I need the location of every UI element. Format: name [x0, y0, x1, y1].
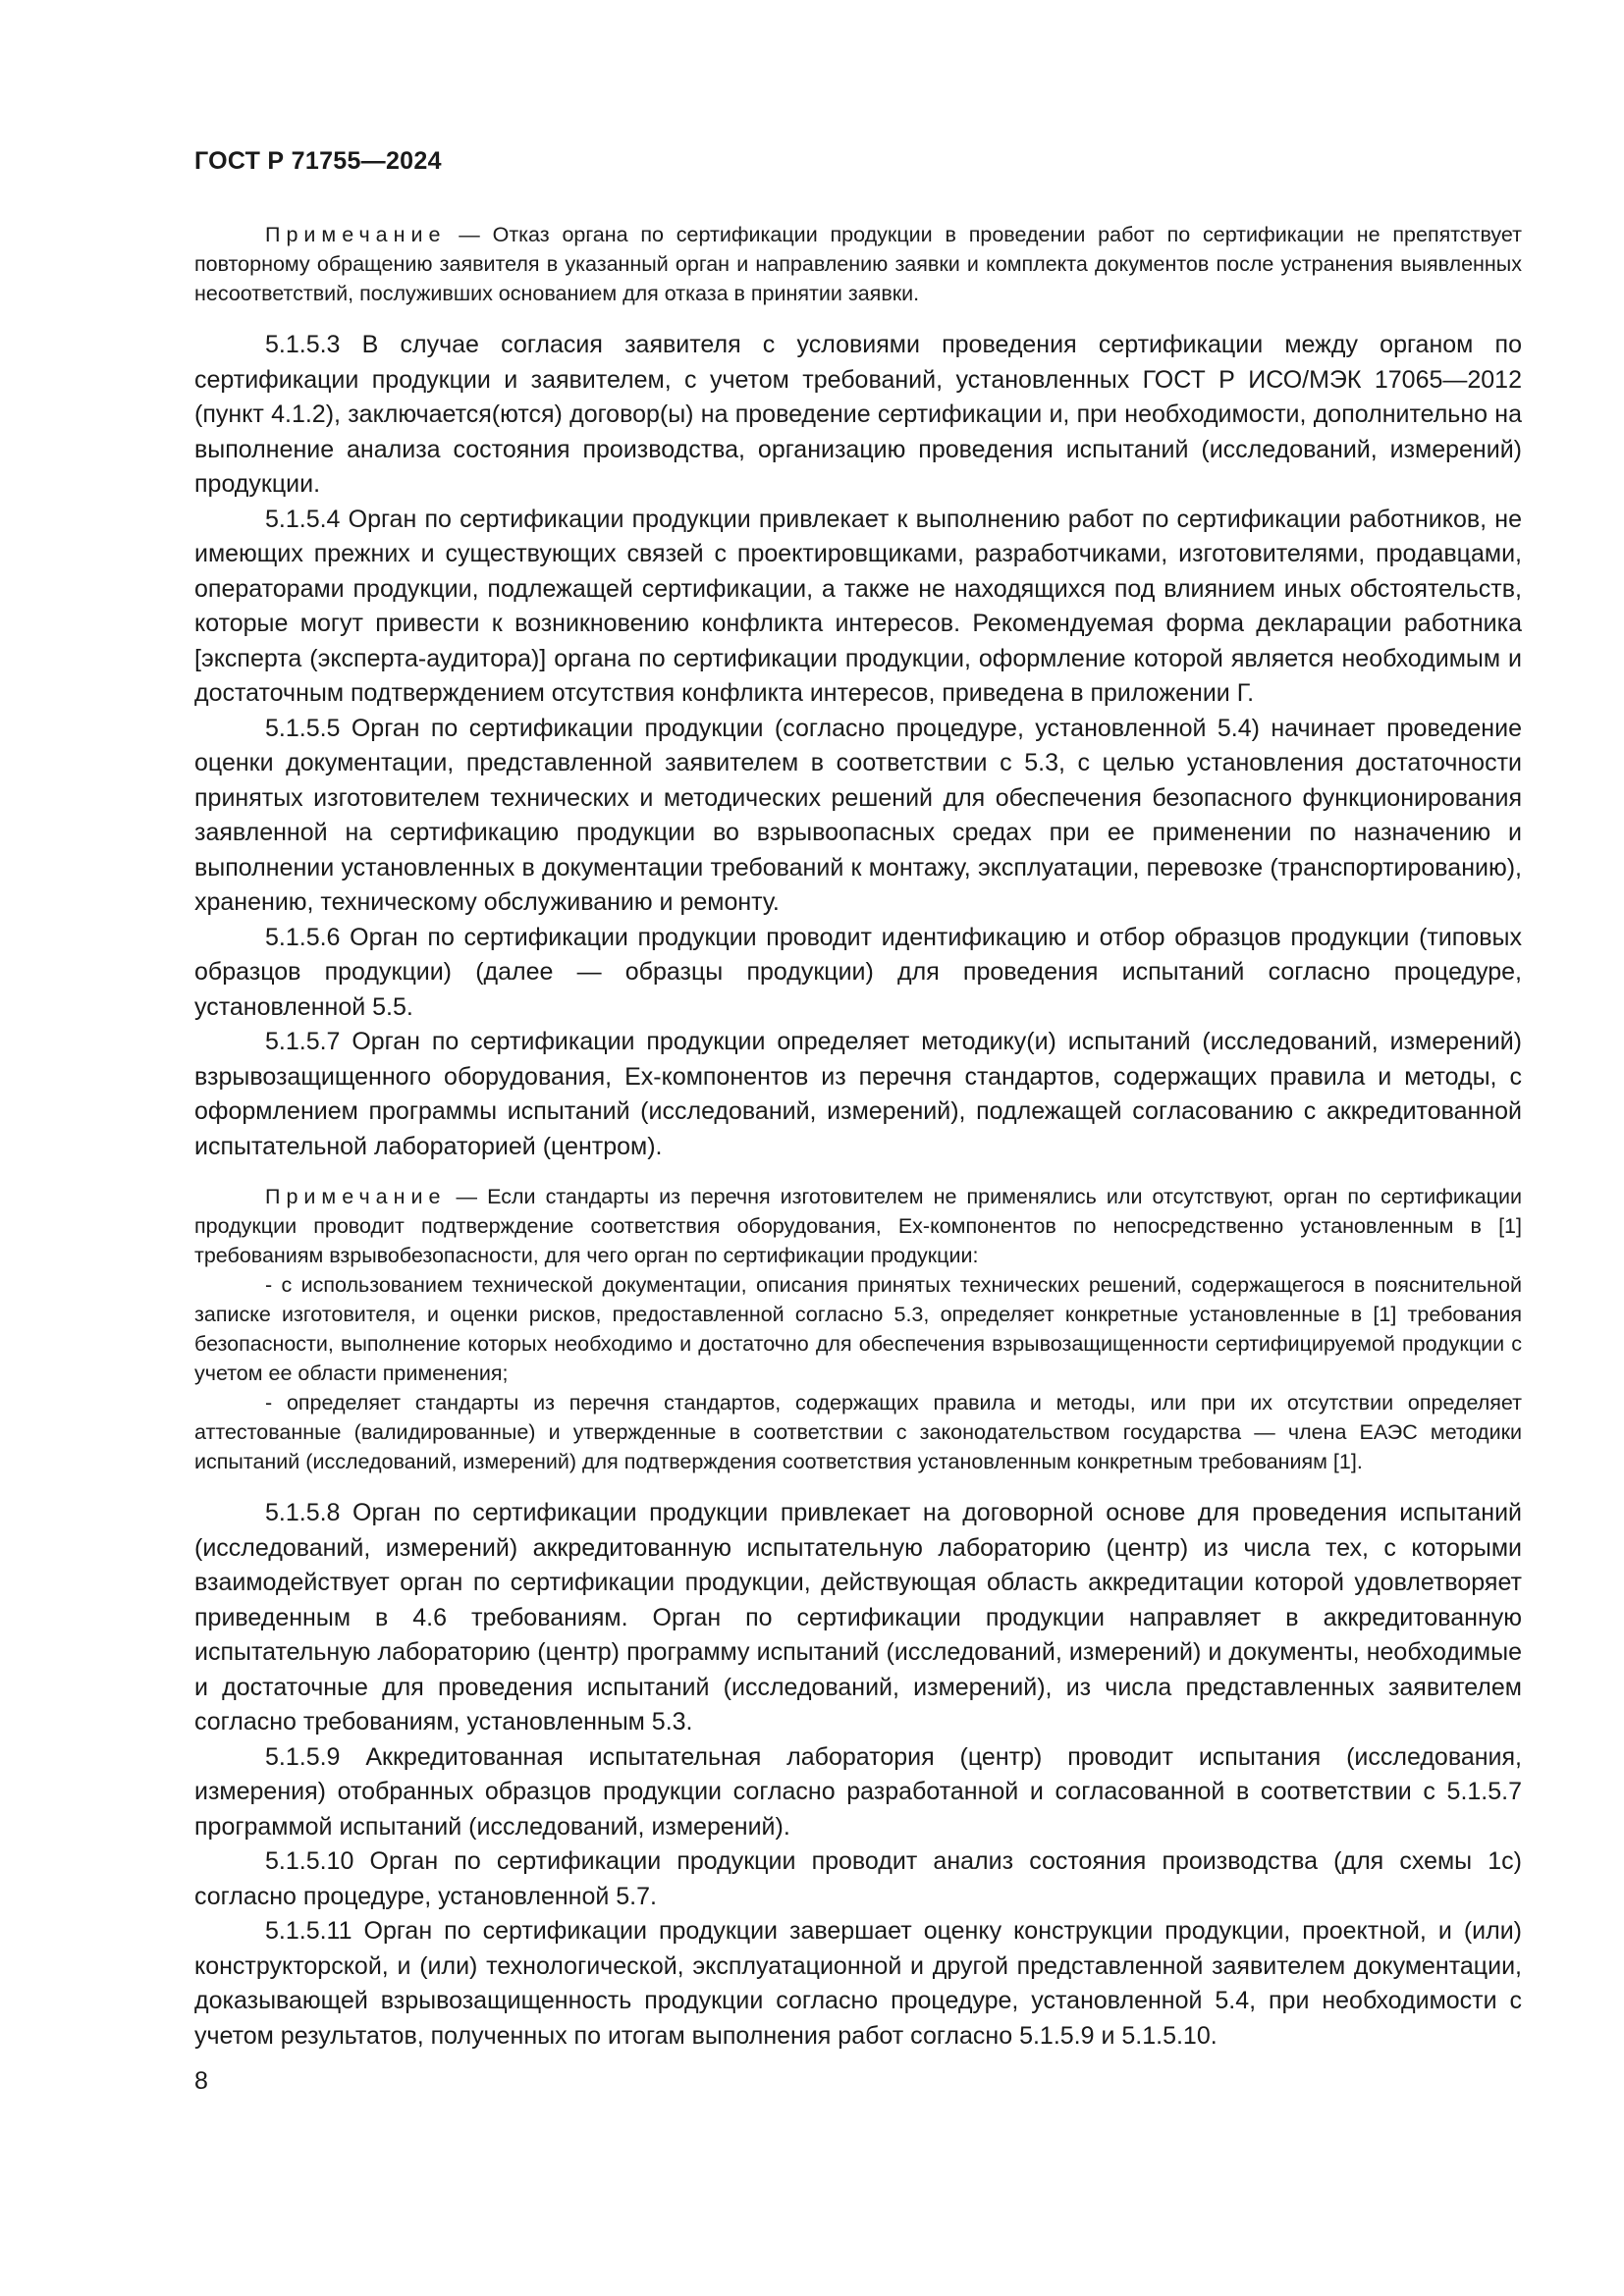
- page-content: [194, 220, 1522, 2054]
- paragraph-5-1-5-6: 5.1.5.6 Орган по сертификации продукции проводит идентификацию и отбор образцов продукции (типовых образцов продукции) (далее — образцы продукции) для проведения испытаний согласно процедуре, установленной 5.5.: [194, 923, 1522, 1021]
- paragraph-5-1-5-9: 5.1.5.9 Аккредитованная испытательная лаборатория (центр) проводит испытания (исследования, измерения) отобранных образцов продукции согласно разработанной и согласованной в соответствии с 5.1.5.7 программой испытаний (исследований, измерений).: [194, 1742, 1522, 1841]
- note-2-bullet-2: - определяет стандарты из перечня стандартов, содержащих правила и методы, или при их отсутствии определяет аттестованные (валидированные) и утвержденные в соответствии с законодательством государства — члена ЕАЭС методики испытаний (исследований, измерений) для подтверждения соответствия установленным конкретным требованиям [1].: [194, 1391, 1522, 1473]
- note-2-bullet-1: - с использованием технической документации, описания принятых технических решений, содержащегося в пояснительной записке изготовителя, и оценки рисков, предоставленной согласно 5.3, определяет конкретные установленные в [1] требования безопасности, выполнение которых необходимо и достаточно для обеспечения взрывозащищенности сертифицируемой продукции с учетом ее области применения;: [194, 1273, 1522, 1385]
- note-block-2: [194, 1182, 1522, 1476]
- note-block-1: [194, 220, 1522, 308]
- note-1: [194, 220, 1522, 308]
- note-label: Примечание: [265, 223, 447, 246]
- paragraph-5-1-5-3: 5.1.5.3 В случае согласия заявителя с условиями проведения сертификации между органом по сертификации продукции и заявителем, с учетом требований, установленных ГОСТ Р ИСО/МЭК 17065—2012 (пункт 4.1.2), заключается(ются) договор(ы) на проведение сертификации и, при необходимости, дополнительно на выполнение анализа состояния производства, организацию проведения испытаний (исследований, измерений) продукции.: [194, 331, 1522, 498]
- paragraph-5-1-5-7: 5.1.5.7 Орган по сертификации продукции определяет методику(и) испытаний (исследований, измерений) взрывозащищенного оборудования, Ex-компонентов из перечня стандартов, содержащих правила и методы, с оформлением программы испытаний (исследований, измерений), подлежащей согласованию с аккредитованной испытательной лабораторией (центром).: [194, 1028, 1522, 1160]
- paragraph-5-1-5-4: 5.1.5.4 Орган по сертификации продукции привлекает к выполнению работ по сертификации работников, не имеющих прежних и существующих связей с проектировщиками, разработчиками, изготовителями, продавцами, операторами продукции, подлежащей сертификации, а также не находящихся под влиянием иных обстоятельств, которые могут привести к возникновению конфликта интересов. Рекомендуемая форма декларации работника [эксперта (эксперта-аудитора)] органа по сертификации продукции, оформление которой является необходимым и достаточным подтверждением отсутствия конфликта интересов, приведена в приложении Г.: [194, 505, 1522, 707]
- page-number: 8: [194, 2067, 208, 2095]
- note-2: [194, 1182, 1522, 1270]
- paragraph-5-1-5-11: 5.1.5.11 Орган по сертификации продукции завершает оценку конструкции продукции, проектной, и (или) конструкторской, и (или) технологической, эксплуатационной и другой представленной заявителем документации, доказывающей взрывозащищенность продукции согласно процедуре, установленной 5.4, при необходимости с учетом результатов, полученных по итогам выполнения работ согласно 5.1.5.9 и 5.1.5.10.: [194, 1917, 1522, 2050]
- note-text: — Отказ органа по сертификации продукции в проведении работ по сертификации не препятствует повторному обращению заявителя в указанный орган и направлению заявки и комплекта документов после устранения выявленных несоответствий, послуживших основанием для отказа в принятии заявки.: [194, 223, 1522, 305]
- paragraph-5-1-5-8: 5.1.5.8 Орган по сертификации продукции привлекает на договорной основе для проведения испытаний (исследований, измерений) аккредитованную испытательную лабораторию (центр) из числа тех, с которыми взаимодействует орган по сертификации продукции, действующая область аккредитации которой удовлетворяет приведенным в 4.6 требованиям. Орган по сертификации продукции направляет в аккредитованную испытательную лабораторию (центр) программу испытаний (исследований, измерений) и документы, необходимые и достаточные для проведения испытаний (исследований, измерений), из числа представленных заявителем согласно требованиям, установленным 5.3.: [194, 1499, 1522, 1735]
- paragraph-5-1-5-5: 5.1.5.5 Орган по сертификации продукции (согласно процедуре, установленной 5.4) начинает проведение оценки документации, представленной заявителем в соответствии с 5.3, с целью установления достаточности принятых изготовителем технических и методических решений для обеспечения безопасного функционирования заявленной на сертификацию продукции во взрывоопасных средах при ее применении по назначению и выполнении установленных в документации требований к монтажу, эксплуатации, перевозке (транспортированию), хранению, техническому обслуживанию и ремонту.: [194, 714, 1522, 916]
- paragraph-5-1-5-10: 5.1.5.10 Орган по сертификации продукции проводит анализ состояния производства (для схемы 1с) согласно процедуре, установленной 5.7.: [194, 1847, 1522, 1910]
- note-label: Примечание: [265, 1185, 447, 1208]
- document-code: ГОСТ Р 71755—2024: [194, 147, 442, 175]
- note-text: — Если стандарты из перечня изготовителем не применялись или отсутствуют, орган по сертификации продукции проводит подтверждение соответствия оборудования, Ex-компонентов по непосредственно установленным в [1] требованиям взрывобезопасности, для чего орган по сертификации продукции:: [194, 1185, 1522, 1267]
